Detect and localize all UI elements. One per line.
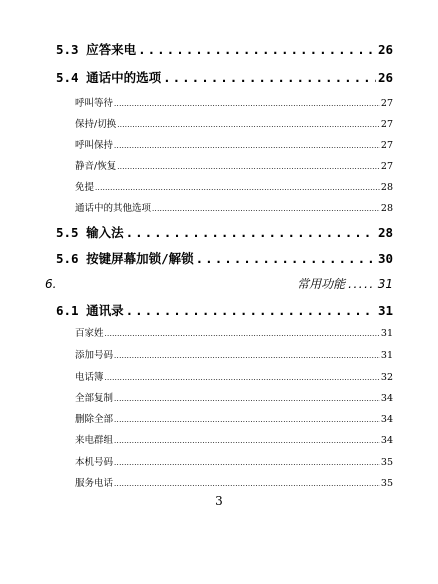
toc-entry-5-5[interactable] — [56, 223, 393, 241]
toc-entry-6-1[interactable] — [56, 301, 393, 319]
toc-subentry[interactable] — [75, 347, 393, 361]
toc-entry-page: 26 — [377, 70, 393, 85]
toc-entry-page: 28 — [377, 225, 393, 240]
toc-subentry-page: 35 — [380, 478, 393, 489]
toc-chapter-page: 31 — [377, 277, 393, 291]
page-number: 3 — [215, 494, 223, 508]
toc-subentry[interactable] — [75, 390, 393, 404]
toc-entry-5-4[interactable] — [56, 68, 393, 86]
toc-subentry-page: 31 — [380, 350, 393, 361]
toc-subentry-label: 全部复制 — [75, 393, 114, 404]
toc-subentry-label: 保持/切换 — [75, 119, 117, 130]
leader-dots — [95, 184, 380, 192]
toc-subentry[interactable] — [75, 411, 393, 425]
toc-entry-5-6[interactable] — [56, 249, 393, 267]
toc-subentry[interactable] — [75, 137, 393, 151]
leader-dots — [348, 277, 375, 291]
toc-subentry-page: 27 — [380, 161, 393, 172]
toc-subentry-page: 28 — [380, 182, 393, 193]
toc-entry-label: 5.5 输入法 — [56, 225, 124, 240]
leader-dots — [196, 251, 376, 266]
toc-subentry-page: 32 — [380, 372, 393, 383]
toc-subentry[interactable] — [75, 179, 393, 193]
toc-subentry-page: 34 — [380, 393, 393, 404]
toc-subentry[interactable] — [75, 158, 393, 172]
toc-chapter-number: 6. — [45, 277, 57, 291]
toc-subentry-label: 通话中的其他选项 — [75, 203, 152, 214]
toc-subentry-label: 服务电话 — [75, 478, 114, 489]
toc-subentry-label: 百家姓 — [75, 328, 104, 339]
toc-subentry[interactable] — [75, 369, 393, 383]
toc-subentry[interactable] — [75, 475, 393, 489]
leader-dots — [117, 121, 380, 129]
toc-subentry[interactable] — [75, 432, 393, 446]
toc-subentry-page: 28 — [380, 203, 393, 214]
leader-dots — [105, 374, 380, 382]
toc-subentry-page: 27 — [380, 98, 393, 109]
toc-entry-label: 5.6 按键屏幕加锁/解锁 — [56, 251, 194, 266]
toc-subentry-label: 添加号码 — [75, 350, 114, 361]
toc-subentry[interactable] — [75, 200, 393, 214]
leader-dots — [114, 480, 380, 488]
toc-subentry-label: 删除全部 — [75, 414, 114, 425]
leader-dots — [138, 42, 376, 57]
leader-dots — [114, 416, 380, 424]
toc-subentry-label: 本机号码 — [75, 457, 114, 468]
toc-subentry-page: 34 — [380, 435, 393, 446]
leader-dots — [114, 459, 380, 467]
toc-subentry-label: 静音/恢复 — [75, 161, 117, 172]
toc-subentry-page: 27 — [380, 140, 393, 151]
toc-subentry[interactable] — [75, 116, 393, 130]
toc-subentry-label: 电话簿 — [75, 372, 104, 383]
toc-entry-label: 5.4 通话中的选项 — [56, 70, 162, 85]
leader-dots — [114, 437, 380, 445]
toc-entry-label: 5.3 应答来电 — [56, 42, 137, 57]
leader-dots — [163, 70, 376, 85]
leader-dots — [126, 225, 376, 240]
toc-subentry-label: 呼叫等待 — [75, 98, 114, 109]
leader-dots — [117, 163, 380, 171]
toc-entry-page: 31 — [377, 303, 393, 318]
toc-entry-page: 30 — [377, 251, 393, 266]
toc-subentry[interactable] — [75, 325, 393, 339]
leader-dots — [114, 100, 380, 108]
toc-chapter-title: 常用功能 — [297, 277, 346, 291]
leader-dots — [114, 395, 380, 403]
toc-subentry-label: 呼叫保持 — [75, 140, 114, 151]
toc-chapter-6[interactable] — [45, 275, 393, 292]
leader-dots — [105, 330, 380, 338]
toc-subentry-label: 来电群组 — [75, 435, 114, 446]
leader-dots — [152, 205, 380, 213]
toc-subentry-page: 35 — [380, 457, 393, 468]
toc-subentry[interactable] — [75, 454, 393, 468]
leader-dots — [114, 142, 380, 150]
toc-subentry-label: 免提 — [75, 182, 95, 193]
toc-entry-5-3[interactable] — [56, 40, 393, 58]
toc-entry-page: 26 — [377, 42, 393, 57]
leader-dots — [114, 352, 380, 360]
toc-subentry-page: 31 — [380, 328, 393, 339]
leader-dots — [126, 303, 376, 318]
toc-entry-label: 6.1 通讯录 — [56, 303, 124, 318]
toc-subentry-page: 34 — [380, 414, 393, 425]
toc-subentry[interactable] — [75, 95, 393, 109]
toc-subentry-page: 27 — [380, 119, 393, 130]
